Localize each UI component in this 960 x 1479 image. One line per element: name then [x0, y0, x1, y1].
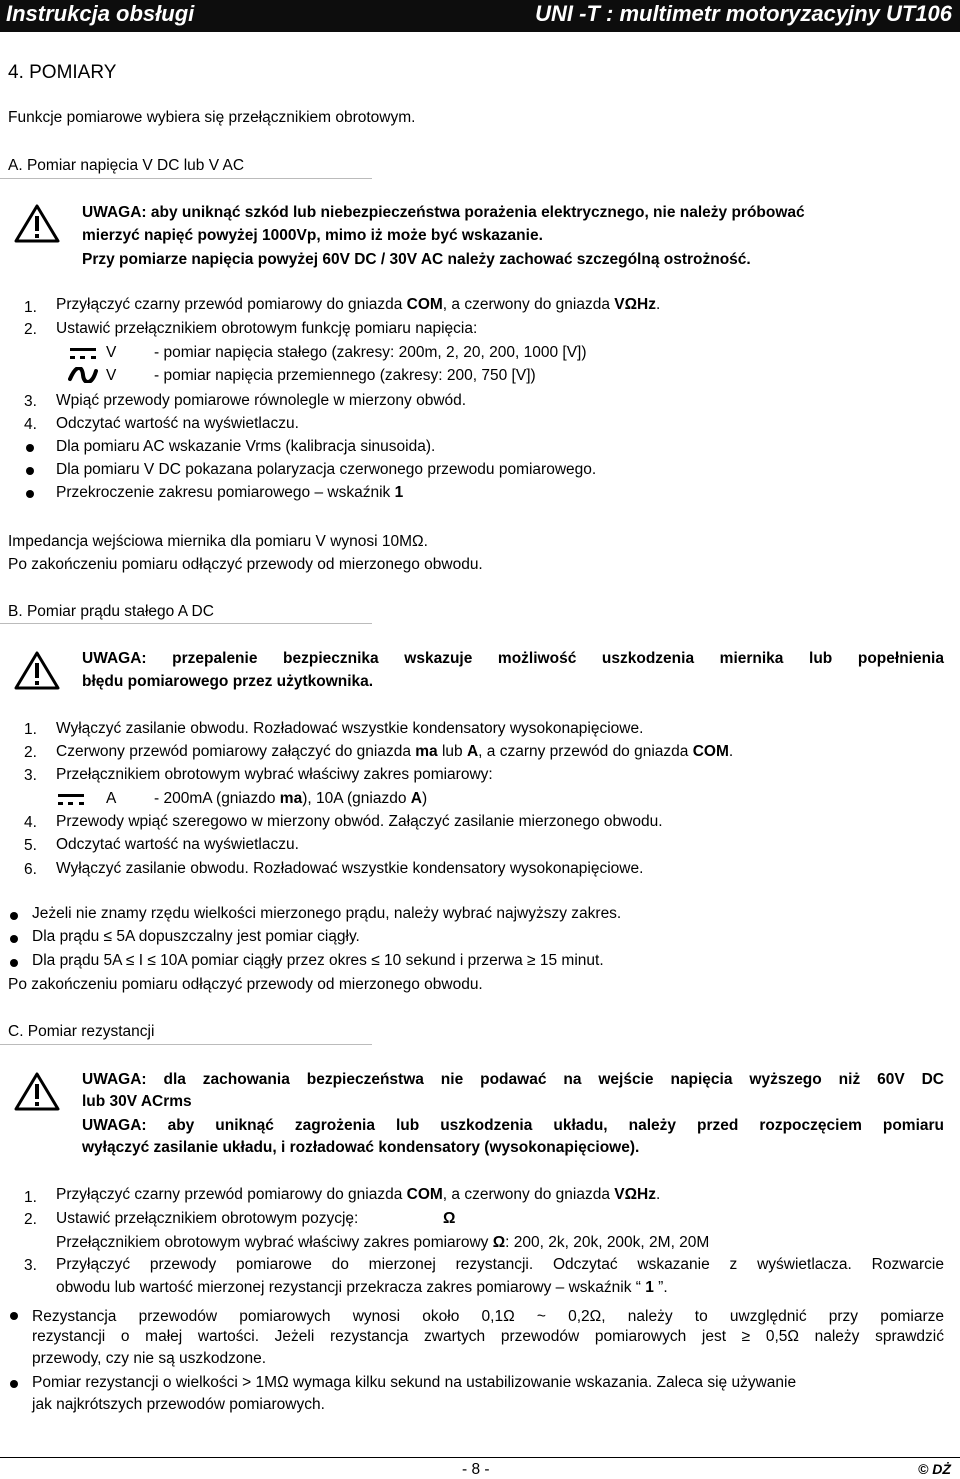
step-text: Ustawić przełącznikiem obrotowym pozycję:	[56, 1210, 359, 1227]
bullet-text: Jeżeli nie znamy rzędu wielkości mierzonego prądu, należy wybrać najwyższy zakres.	[32, 905, 622, 922]
range-text: - pomiar napięcia przemiennego (zakresy: 200, 750 [V])	[154, 367, 536, 384]
range-text: - pomiar napięcia stałego (zakresy: 200m, 2, 20, 200, 1000 [V])	[154, 344, 587, 361]
section-title: 4. POMIARY	[8, 62, 117, 83]
header-title-right: UNI -T : multimetr motoryzacyjny UT106	[535, 1, 952, 26]
bullet-text: Dla prądu ≤ 5A dopuszczalny jest pomiar ciągły.	[32, 928, 360, 945]
warning-line: lub 30V ACrms	[82, 1093, 192, 1110]
step-text: Odczytać wartość na wyświetlaczu.	[56, 415, 299, 432]
document-header	[0, 0, 960, 32]
step-text: Wyłączyć zasilanie obwodu. Rozładować wszystkie kondensatory wysokonapięciowe.	[56, 720, 644, 737]
step-number: 3.	[24, 393, 37, 410]
warning-line: UWAGA: aby uniknąć zagrożenia lub uszkodzenia układu, należy przed rozpoczęciem pomiaru	[82, 1117, 944, 1134]
step-text: Przewody wpiąć szeregowo w mierzony obwód. Załączyć zasilanie mierzonego obwodu.	[56, 813, 663, 830]
warning-icon	[14, 650, 60, 690]
step-text: Czerwony przewód pomiarowy załączyć do gniazda ma lub A, a czarny przewód do gniazda COM.	[56, 743, 734, 760]
bullet-text: Dla pomiaru AC wskazanie Vrms (kalibracja sinusoida).	[56, 438, 436, 455]
paragraph: Po zakończeniu pomiaru odłączyć przewody od mierzonego obwodu.	[8, 976, 483, 993]
step-text: Ustawić przełącznikiem obrotowym funkcję pomiaru napięcia:	[56, 320, 478, 337]
warning-line: UWAGA: dla zachowania bezpieczeństwa nie podawać na wejście napięcia wyższego niż 60V DC	[82, 1071, 944, 1088]
bullet-icon	[26, 467, 34, 475]
bullet-icon	[10, 935, 18, 943]
step-text: obwodu lub wartość mierzonej rezystancji przekracza zakres pomiarowy – wskaźnik “ 1 ”.	[56, 1279, 668, 1296]
bullet-text: Rezystancja przewodów pomiarowych wynosi około 0,1Ω ~ 0,2Ω, należy to uwzględnić przy pomiarze	[32, 1308, 944, 1325]
step-text: Przyłączyć czarny przewód pomiarowy do gniazda COM, a czerwony do gniazda VΩHz.	[56, 1186, 661, 1203]
bullet-text: Dla pomiaru V DC pokazana polaryzacja czerwonego przewodu pomiarowego.	[56, 461, 597, 478]
dc-symbol-icon	[70, 348, 96, 362]
bullet-icon	[10, 1312, 18, 1320]
bullet-icon	[26, 444, 34, 452]
warning-line: błędu pomiarowego przez użytkownika.	[82, 673, 374, 690]
section-intro: Funkcje pomiarowe wybiera się przełącznikiem obrotowym.	[8, 109, 416, 126]
section-divider	[0, 623, 372, 624]
bullet-text: rezystancji o małej wartości. Jeżeli rezystancja zwartych przewodów pomiarowych jest ≥ 0,5Ω należy sprawdzić	[32, 1328, 944, 1345]
section-divider	[0, 1044, 372, 1045]
warning-line: UWAGA: przepalenie bezpiecznika wskazuje możliwość uszkodzenia miernika lub popełnienia	[82, 650, 944, 667]
range-text: - 200mA (gniazdo ma), 10A (gniazdo A)	[154, 790, 428, 807]
warning-icon	[14, 1071, 60, 1111]
step-text: Przełącznikiem obrotowym wybrać właściwy zakres pomiarowy Ω: 200, 2k, 20k, 200k, 2M, 20M	[56, 1234, 710, 1251]
header-title-left: Instrukcja obsługi	[6, 1, 195, 26]
step-text: Odczytać wartość na wyświetlaczu.	[56, 836, 299, 853]
bullet-text: przewody, czy nie są uszkodzone.	[32, 1350, 267, 1367]
step-number: 1.	[24, 299, 37, 316]
bullet-icon	[10, 912, 18, 920]
step-number: 2.	[24, 321, 37, 338]
step-number: 4.	[24, 814, 37, 831]
subsection-title-c: C. Pomiar rezystancji	[8, 1023, 155, 1040]
bullet-text: Przekroczenie zakresu pomiarowego – wskaźnik 1	[56, 484, 404, 501]
range-symbol: V	[106, 367, 117, 384]
ac-symbol-icon	[68, 367, 98, 383]
bullet-text: jak najkrótszych przewodów pomiarowych.	[32, 1396, 325, 1413]
warning-line: mierzyć napięć powyżej 1000Vp, mimo iż może być wskazanie.	[82, 227, 543, 244]
copyright: © DŻ	[918, 1461, 951, 1477]
warning-icon	[14, 203, 60, 243]
range-symbol: A	[106, 790, 117, 807]
section-divider	[0, 178, 372, 179]
subsection-title-b: B. Pomiar prądu stałego A DC	[8, 603, 214, 620]
step-number: 6.	[24, 861, 37, 878]
step-number: 2.	[24, 744, 37, 761]
step-number: 2.	[24, 1211, 37, 1228]
step-number: 4.	[24, 416, 37, 433]
step-number: 3.	[24, 1257, 37, 1274]
warning-line: UWAGA: aby uniknąć szkód lub niebezpieczeństwa porażenia elektrycznego, nie należy próbować	[82, 204, 805, 221]
bullet-text: Dla prądu 5A ≤ I ≤ 10A pomiar ciągły przez okres ≤ 10 sekund i przerwa ≥ 15 minut.	[32, 952, 604, 969]
paragraph: Po zakończeniu pomiaru odłączyć przewody od mierzonego obwodu.	[8, 556, 483, 573]
range-symbol: V	[106, 344, 117, 361]
warning-line: wyłączyć zasilanie układu, i rozładować kondensatory (wysokonapięciowe).	[82, 1139, 640, 1156]
warning-line: Przy pomiarze napięcia powyżej 60V DC / 30V AC należy zachować szczególną ostrożność.	[82, 251, 751, 268]
step-number: 3.	[24, 767, 37, 784]
ohm-symbol: Ω	[443, 1210, 456, 1227]
page-number: - 8 -	[462, 1461, 490, 1478]
paragraph: Impedancja wejściowa miernika dla pomiaru V wynosi 10MΩ.	[8, 533, 428, 550]
step-number: 1.	[24, 721, 37, 738]
bullet-icon	[10, 1380, 18, 1388]
step-text: Przyłączyć przewody pomiarowe do mierzonej rezystancji. Odczytać wskazanie z wyświetlacza. Rozwarcie	[56, 1256, 944, 1273]
step-text: Przyłączyć czarny przewód pomiarowy do gniazda COM, a czerwony do gniazda VΩHz.	[56, 296, 661, 313]
step-text: Wyłączyć zasilanie obwodu. Rozładować wszystkie kondensatory wysokonapięciowe.	[56, 860, 644, 877]
step-number: 5.	[24, 837, 37, 854]
step-text: Wpiąć przewody pomiarowe równolegle w mierzony obwód.	[56, 392, 467, 409]
step-text: Przełącznikiem obrotowym wybrać właściwy zakres pomiarowy:	[56, 766, 493, 783]
dc-symbol-icon	[58, 794, 84, 808]
bullet-text: Pomiar rezystancji o wielkości > 1MΩ wymaga kilku sekund na ustabilizowanie wskazania. Zaleca się używanie	[32, 1374, 797, 1391]
bullet-icon	[10, 959, 18, 967]
bullet-icon	[26, 490, 34, 498]
step-number: 1.	[24, 1189, 37, 1206]
subsection-title-a: A. Pomiar napięcia V DC lub V AC	[8, 157, 245, 174]
footer-divider	[0, 1457, 960, 1458]
